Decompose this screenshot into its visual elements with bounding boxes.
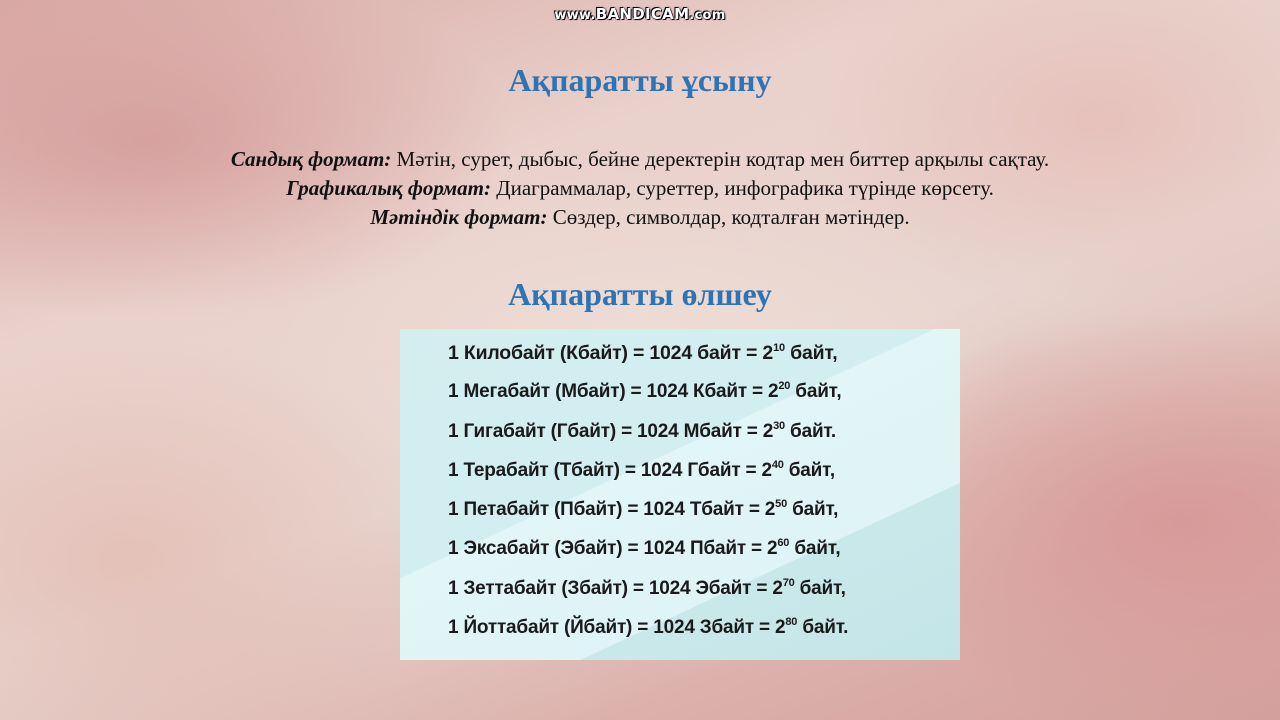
unit-exponent: 30 bbox=[773, 419, 785, 432]
format-description: Сөздер, символдар, кодталған мәтіндер. bbox=[547, 205, 910, 229]
heading-presentation: Ақпаратты ұсыну bbox=[508, 62, 772, 98]
unit-row-zettabyte bbox=[448, 577, 848, 616]
formats-block bbox=[0, 145, 1280, 232]
unit-row-terabyte bbox=[448, 459, 848, 498]
unit-row-gigabyte bbox=[448, 420, 848, 459]
heading-measurement: Ақпаратты өлшеу bbox=[508, 276, 772, 312]
units-table-image bbox=[400, 329, 960, 660]
unit-exponent: 20 bbox=[778, 380, 791, 393]
unit-tail: байт, bbox=[787, 499, 839, 521]
unit-exponent: 70 bbox=[782, 576, 795, 589]
unit-text: 1 Килобайт (Кбайт) = 1024 байт = 2 bbox=[448, 342, 774, 364]
format-line-digital bbox=[0, 145, 1280, 174]
format-description: Мәтін, сурет, дыбыс, бейне деректерін кодтар мен биттер арқылы сақтау. bbox=[391, 147, 1050, 171]
unit-text: 1 Терабайт (Тбайт) = 1024 Гбайт = 2 bbox=[448, 459, 772, 481]
unit-text: 1 Петабайт (Пбайт) = 1024 Тбайт = 2 bbox=[448, 499, 776, 521]
unit-row-exabyte bbox=[448, 537, 848, 576]
unit-exponent: 10 bbox=[773, 342, 785, 354]
format-term: Мәтіндік формат: bbox=[370, 205, 548, 229]
unit-exponent: 50 bbox=[775, 498, 788, 511]
format-term: Сандық формат: bbox=[230, 147, 392, 171]
unit-text: 1 Зеттабайт (Збайт) = 1024 Эбайт = 2 bbox=[448, 577, 783, 599]
unit-exponent: 60 bbox=[777, 537, 790, 550]
watermark-suffix: .com bbox=[689, 8, 726, 23]
unit-row-kilobyte bbox=[448, 341, 848, 380]
unit-text: 1 Мегабайт (Мбайт) = 1024 Кбайт = 2 bbox=[448, 381, 779, 403]
unit-tail: байт, bbox=[789, 538, 841, 560]
unit-tail: байт, bbox=[783, 459, 835, 481]
format-term: Графикалық формат: bbox=[286, 176, 492, 200]
unit-text: 1 Йоттабайт (Йбайт) = 1024 Збайт = 2 bbox=[448, 617, 786, 639]
format-description: Диаграммалар, суреттер, инфографика түрінде көрсету. bbox=[491, 176, 994, 200]
format-line-graphic bbox=[0, 174, 1280, 203]
unit-text: 1 Эксабайт (Эбайт) = 1024 Пбайт = 2 bbox=[448, 538, 778, 560]
unit-tail: байт. bbox=[784, 420, 836, 442]
units-list bbox=[448, 341, 848, 655]
bandicam-watermark bbox=[0, 5, 1280, 23]
unit-exponent: 40 bbox=[771, 458, 784, 471]
format-line-text bbox=[0, 203, 1280, 232]
unit-row-petabyte bbox=[448, 498, 848, 537]
unit-tail: байт, bbox=[794, 577, 846, 599]
unit-tail: байт. bbox=[797, 617, 849, 639]
watermark-brand: BANDICAM bbox=[595, 5, 690, 23]
unit-tail: байт, bbox=[784, 342, 838, 364]
unit-exponent: 80 bbox=[785, 616, 798, 629]
unit-row-megabyte bbox=[448, 380, 848, 419]
watermark-prefix: www. bbox=[554, 8, 596, 23]
unit-row-yottabyte bbox=[448, 616, 848, 655]
unit-text: 1 Гигабайт (Гбайт) = 1024 Мбайт = 2 bbox=[448, 420, 774, 442]
unit-tail: байт, bbox=[790, 381, 842, 403]
